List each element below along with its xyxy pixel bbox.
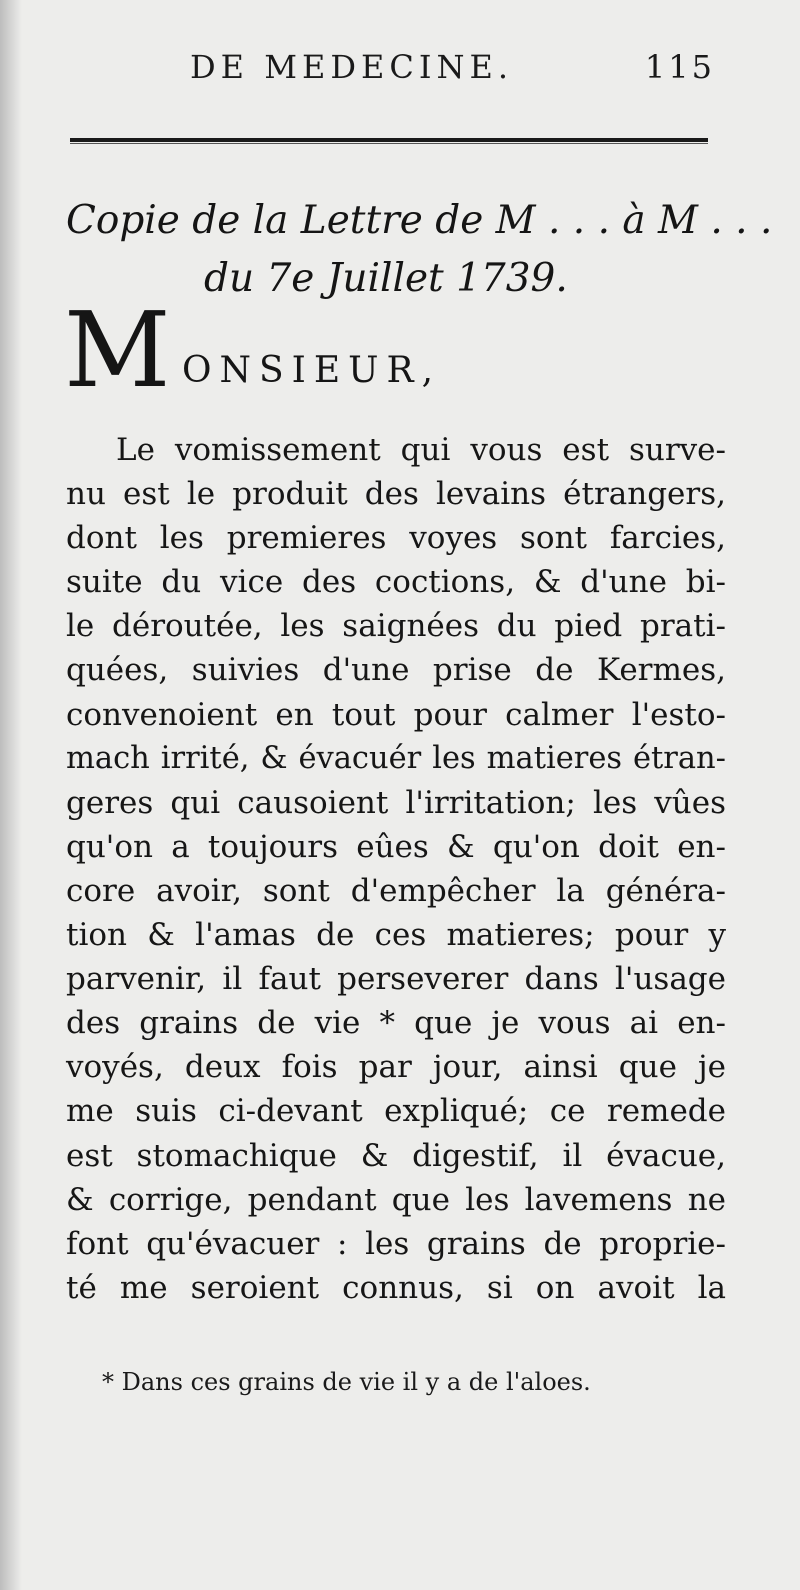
body-line: me suis ci-devant expliqué; ce remede xyxy=(66,1093,726,1130)
letter-body xyxy=(66,428,726,1310)
page-number: 115 xyxy=(644,48,715,86)
body-line: core avoir, sont d'empêcher la généra- xyxy=(66,872,726,909)
salutation-text: ONSIEUR, xyxy=(182,350,442,391)
body-line: tion & l'amas de ces matieres; pour y xyxy=(66,917,726,954)
letter-title-line-2: du 7e Juillet 1739. xyxy=(204,256,568,301)
body-line: le déroutée, les saignées du pied prati- xyxy=(66,608,726,645)
body-line: Le vomissement qui vous est surve- xyxy=(116,432,726,468)
body-line: suite du vice des coctions, & d'une bi- xyxy=(66,564,726,601)
body-line: quées, suivies d'une prise de Kermes, xyxy=(66,652,726,689)
body-line: mach irrité, & évacuér les matieres étran- xyxy=(66,740,726,776)
body-line: font qu'évacuer : les grains de proprie- xyxy=(66,1225,726,1262)
body-line: dont les premieres voyes sont farcies, xyxy=(66,520,726,557)
header-rule-thick xyxy=(70,138,708,142)
footnote: * Dans ces grains de vie il y a de l'aloes. xyxy=(102,1368,591,1396)
body-line: té me seroient connus, si on avoit la xyxy=(66,1269,726,1306)
body-line: qu'on a toujours eûes & qu'on doit en- xyxy=(66,828,726,865)
body-line: des grains de vie * que je vous ai en- xyxy=(66,1005,726,1042)
body-line: convenoient en tout pour calmer l'esto- xyxy=(66,696,726,733)
body-line: nu est le produit des levains étrangers, xyxy=(66,476,726,513)
body-line: voyés, deux fois par jour, ainsi que je xyxy=(66,1049,726,1086)
header-rule-thin xyxy=(70,143,708,144)
body-line: geres qui causoient l'irritation; les vûes xyxy=(66,784,726,821)
body-line: est stomachique & digestif, il évacue, xyxy=(66,1137,726,1174)
page-header xyxy=(190,48,715,98)
header-rule xyxy=(70,137,708,145)
running-head: DE MEDECINE. xyxy=(190,48,513,86)
spine-shadow xyxy=(0,0,22,1590)
body-line: & corrige, pendant que les lavemens ne xyxy=(66,1181,726,1218)
letter-title-line-1: Copie de la Lettre de M . . . à M . . . xyxy=(66,198,773,243)
body-line: parvenir, il faut perseverer dans l'usage xyxy=(66,961,726,998)
drop-cap: M xyxy=(64,289,171,411)
